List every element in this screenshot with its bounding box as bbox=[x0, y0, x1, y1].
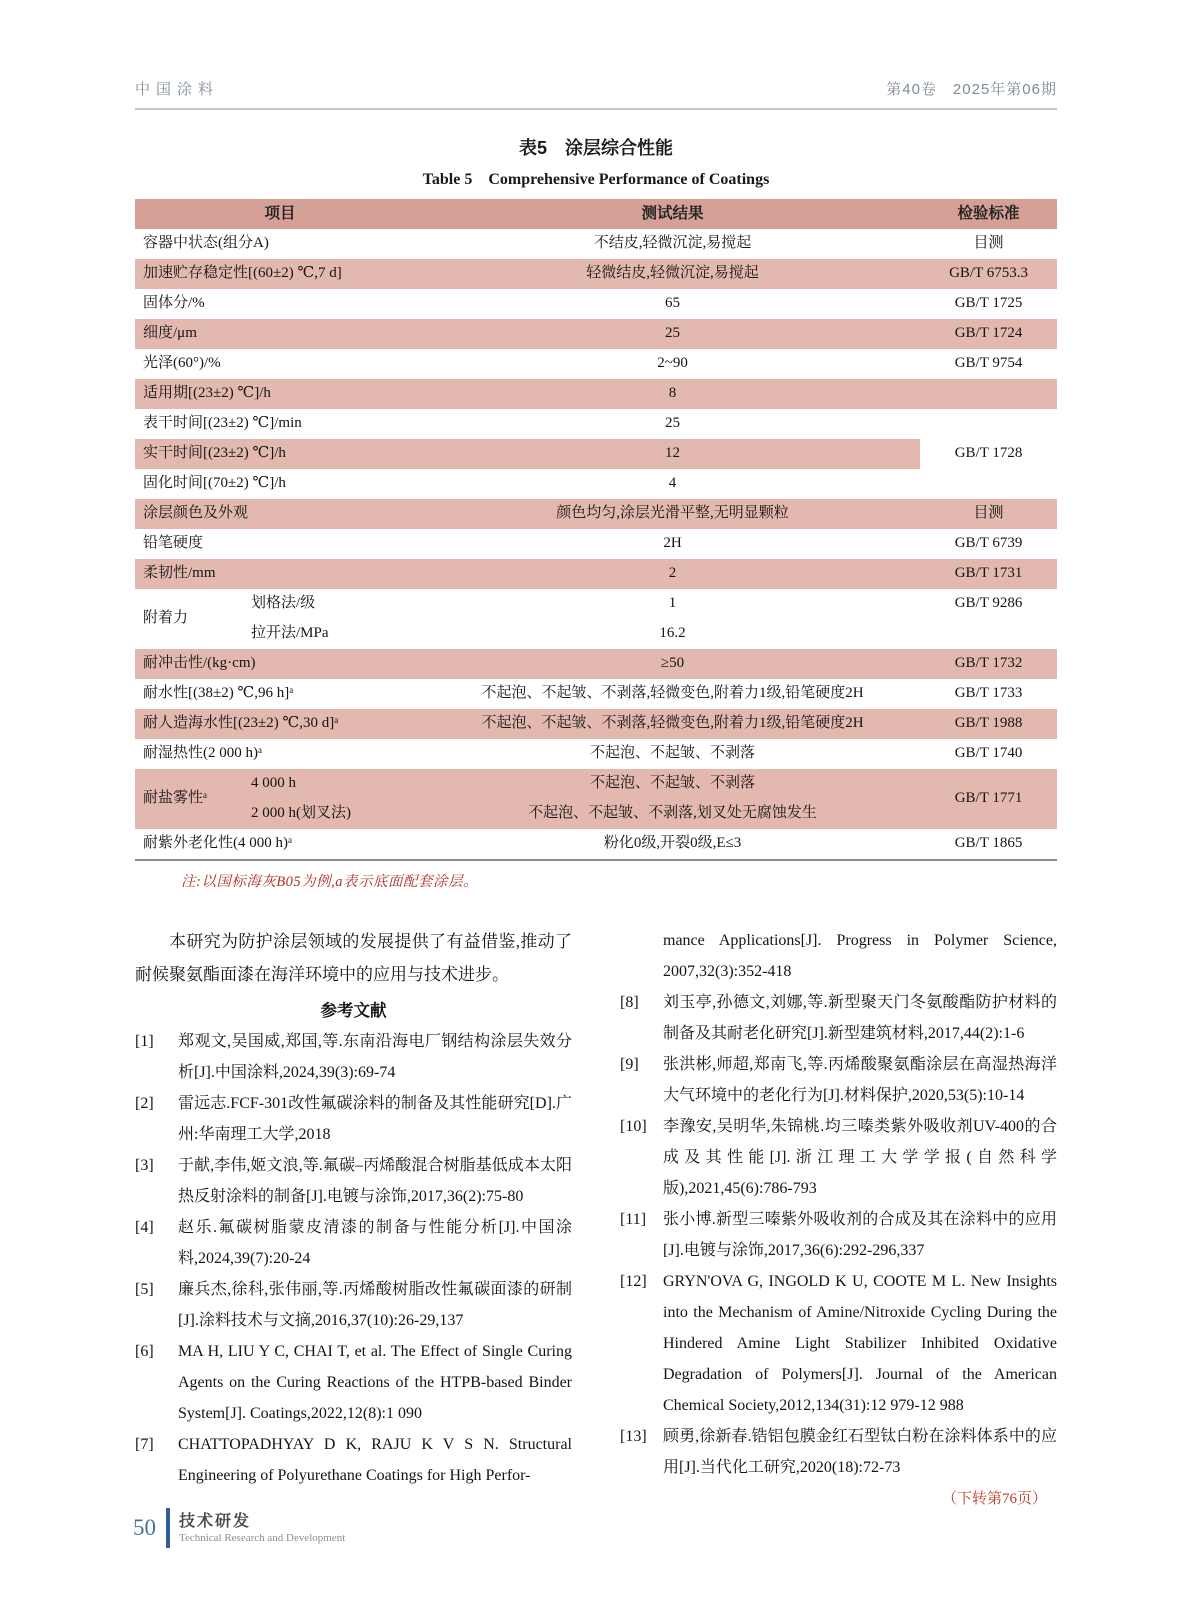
body-paragraph: 本研究为防护涂层领域的发展提供了有益借鉴,推动了耐候聚氨酯面漆在海洋环境中的应用与技术进步。 bbox=[135, 932, 572, 984]
continued-on-page-note: （下转第76页） bbox=[941, 1491, 1047, 1507]
reference-item bbox=[620, 1049, 1057, 1111]
reference-text: GRYN'OVA G, INGOLD K U, COOTE M L. New Insights into the Mechanism of Amine/Nitroxide Cycling During the Hindered Amine Light Stabilizer Inhibited Oxidative Degradation of Polymers[J]. Journal of the American Chemical Society,2012,134(31):12 979-12 988 bbox=[663, 1273, 1057, 1414]
item-cell: 加速贮存稳定性[(60±2) ℃,7 d] bbox=[135, 259, 425, 289]
reference-text: 廉兵杰,徐科,张伟丽,等.丙烯酸树脂改性氟碳面漆的研制[J].涂料技术与文摘,2016,37(10):26-29,137 bbox=[178, 1281, 572, 1329]
condition-cell: 2 000 h(划叉法) bbox=[243, 799, 425, 829]
table-row-adhesion bbox=[135, 589, 1057, 619]
table-row bbox=[135, 439, 1057, 469]
body-columns bbox=[135, 925, 1057, 1508]
table-row bbox=[135, 499, 1057, 529]
standard-cell: GB/T 1725 bbox=[954, 295, 1023, 312]
result-cell: 不起泡、不起皱、不剥落,轻微变色,附着力1级,铅笔硬度2H bbox=[481, 685, 864, 702]
standard-cell: GB/T 6753.3 bbox=[920, 259, 1057, 289]
left-column bbox=[135, 925, 572, 1508]
table-note: 注:以国标海灰B05为例,a表示底面配套涂层。 bbox=[181, 874, 479, 890]
item-cell: 适用期[(23±2) ℃]/h bbox=[135, 379, 425, 409]
table-row bbox=[135, 469, 1057, 499]
reference-number: [11] bbox=[620, 1211, 647, 1228]
standard-cell: GB/T 1733 bbox=[954, 685, 1023, 702]
standard-cell: GB/T 1865 bbox=[954, 835, 1023, 852]
reference-item bbox=[135, 1212, 572, 1274]
table-row bbox=[135, 379, 1057, 409]
item-cell: 柔韧性/mm bbox=[135, 559, 425, 589]
item-cell: 固化时间[(70±2) ℃]/h bbox=[143, 475, 286, 492]
reference-text: mance Applications[J]. Progress in Polymer Science, 2007,32(3):352-418 bbox=[663, 932, 1057, 980]
table-row-salt-spray bbox=[135, 769, 1057, 799]
result-cell: 不起泡、不起皱、不剥落,轻微变色,附着力1级,铅笔硬度2H bbox=[425, 709, 920, 739]
result-cell: ≥50 bbox=[425, 649, 920, 679]
result-cell: 不结皮,轻微沉淀,易搅起 bbox=[593, 235, 752, 252]
table-row bbox=[135, 679, 1057, 709]
reference-number: [6] bbox=[135, 1343, 154, 1360]
group-cell-salt-spray: 耐盐雾性ᵃ bbox=[135, 769, 243, 829]
standard-cell: GB/T 1732 bbox=[920, 649, 1057, 679]
result-cell: 12 bbox=[425, 439, 920, 469]
reference-text: 张洪彬,师超,郑南飞,等.丙烯酸聚氨酯涂层在高湿热海洋大气环境中的老化行为[J].材料保护,2020,53(5):10-14 bbox=[663, 1056, 1057, 1104]
reference-number: [4] bbox=[135, 1219, 154, 1236]
result-cell: 25 bbox=[425, 319, 920, 349]
item-cell: 光泽(60°)/% bbox=[143, 355, 221, 372]
result-cell: 颜色均匀,涂层光滑平整,无明显颗粒 bbox=[425, 499, 920, 529]
table-row bbox=[135, 349, 1057, 379]
table-row bbox=[135, 289, 1057, 319]
result-cell: 轻微结皮,轻微沉淀,易搅起 bbox=[425, 259, 920, 289]
standard-cell: 目测 bbox=[973, 235, 1004, 252]
reference-number: [1] bbox=[135, 1033, 154, 1050]
table-row bbox=[135, 709, 1057, 739]
item-cell: 细度/μm bbox=[135, 319, 425, 349]
group-cell-adhesion: 附着力 bbox=[143, 610, 189, 627]
item-cell: 表干时间[(23±2) ℃]/min bbox=[143, 415, 302, 432]
reference-number: [5] bbox=[135, 1281, 154, 1298]
reference-text: MA H, LIU Y C, CHAI T, et al. The Effect of Single Curing Agents on the Curing Reactions of the HTPB-based Binder System[J]. Coatings,2022,12(8):1 090 bbox=[178, 1343, 572, 1422]
reference-item bbox=[135, 1336, 572, 1429]
item-cell: 铅笔硬度 bbox=[143, 535, 204, 552]
table-row-salt-spray bbox=[135, 799, 1057, 829]
reference-text: 雷远志.FCF-301改性氟碳涂料的制备及其性能研究[D].广州:华南理工大学,2018 bbox=[178, 1095, 572, 1143]
table-row bbox=[135, 829, 1057, 860]
result-cell: 16.2 bbox=[659, 625, 686, 642]
item-cell: 实干时间[(23±2) ℃]/h bbox=[135, 439, 425, 469]
result-cell: 2~90 bbox=[657, 355, 688, 372]
reference-number: [2] bbox=[135, 1095, 154, 1112]
result-cell: 2H bbox=[663, 535, 682, 552]
page-footer bbox=[133, 1508, 345, 1548]
result-cell: 65 bbox=[665, 295, 681, 312]
reference-item bbox=[135, 1150, 572, 1212]
result-cell: 不起泡、不起皱、不剥落 bbox=[590, 745, 756, 762]
standard-cell: GB/T 1724 bbox=[920, 319, 1057, 349]
result-cell: 8 bbox=[425, 379, 920, 409]
item-cell: 耐人造海水性[(23±2) ℃,30 d]ᵃ bbox=[135, 709, 425, 739]
column-header-item: 项目 bbox=[135, 199, 425, 229]
result-cell: 不起泡、不起皱、不剥落,划叉处无腐蚀发生 bbox=[425, 799, 920, 829]
reference-text: 李豫安,吴明华,朱锦桃.均三嗪类紫外吸收剂UV-400的合成及其性能[J].浙江理工大学学报(自然科学版),2021,45(6):786-793 bbox=[663, 1118, 1057, 1197]
standard-cell-merged: GB/T 1728 bbox=[920, 409, 1057, 499]
standard-cell: GB/T 6739 bbox=[954, 535, 1023, 552]
item-cell: 耐湿热性(2 000 h)ᵃ bbox=[143, 745, 263, 762]
standard-cell-merged: GB/T 1771 bbox=[920, 769, 1057, 829]
reference-item bbox=[135, 1429, 572, 1491]
table-row bbox=[135, 559, 1057, 589]
reference-number: [13] bbox=[620, 1428, 647, 1445]
reference-text: 郑观文,吴国威,郑国,等.东南沿海电厂钢结构涂层失效分析[J].中国涂料,2024,39(3):69-74 bbox=[178, 1033, 572, 1081]
table-row bbox=[135, 739, 1057, 769]
journal-name: 中国涂料 bbox=[135, 81, 220, 98]
result-cell: 粉化0级,开裂0级,E≤3 bbox=[603, 835, 742, 852]
item-cell: 容器中状态(组分A) bbox=[143, 235, 269, 252]
reference-item bbox=[620, 1421, 1057, 1483]
reference-item bbox=[620, 1111, 1057, 1204]
table-row-adhesion bbox=[135, 619, 1057, 649]
table-row bbox=[135, 409, 1057, 439]
reference-continuation bbox=[620, 925, 1057, 987]
standard-cell: GB/T 9286 bbox=[954, 595, 1023, 612]
reference-text: 于献,李伟,姬文浪,等.氟碳–丙烯酸混合树脂基低成本太阳热反射涂料的制备[J].电镀与涂饰,2017,36(2):75-80 bbox=[178, 1157, 572, 1205]
standard-cell: GB/T 1988 bbox=[920, 709, 1057, 739]
item-cell: 耐水性[(38±2) ℃,96 h]ᵃ bbox=[143, 685, 294, 702]
reference-number: [8] bbox=[620, 994, 639, 1011]
reference-item bbox=[620, 987, 1057, 1049]
method-cell: 划格法/级 bbox=[251, 595, 316, 612]
reference-number: [10] bbox=[620, 1118, 647, 1135]
performance-table bbox=[135, 199, 1057, 861]
issue-info: 第40卷 2025年第06期 bbox=[886, 81, 1057, 98]
reference-item bbox=[620, 1266, 1057, 1421]
reference-item bbox=[135, 1274, 572, 1336]
table-row bbox=[135, 319, 1057, 349]
reference-text: 刘玉亭,孙德文,刘娜,等.新型聚天门冬氨酸酯防护材料的制备及其耐老化研究[J].新型建筑材料,2017,44(2):1-6 bbox=[663, 994, 1057, 1042]
standard-cell: GB/T 1731 bbox=[920, 559, 1057, 589]
table-row bbox=[135, 259, 1057, 289]
reference-text: 张小博.新型三嗪紫外吸收剂的合成及其在涂料中的应用[J].电镀与涂饰,2017,36(6):292-296,337 bbox=[663, 1211, 1057, 1259]
result-cell: 1 bbox=[668, 595, 677, 612]
table-row bbox=[135, 529, 1057, 559]
result-cell: 不起泡、不起皱、不剥落 bbox=[425, 769, 920, 799]
reference-number: [12] bbox=[620, 1273, 647, 1290]
item-cell: 耐紫外老化性(4 000 h)ᵃ bbox=[143, 835, 293, 852]
running-head bbox=[135, 78, 1057, 110]
condition-cell: 4 000 h bbox=[243, 769, 425, 799]
column-header-result: 测试结果 bbox=[425, 199, 920, 229]
section-title-zh: 技术研发 bbox=[179, 1512, 252, 1530]
reference-item bbox=[135, 1026, 572, 1088]
result-cell: 2 bbox=[425, 559, 920, 589]
item-cell: 耐冲击性/(kg·cm) bbox=[135, 649, 425, 679]
result-cell: 25 bbox=[665, 415, 681, 432]
references-heading: 参考文献 bbox=[320, 1002, 387, 1020]
reference-item bbox=[620, 1204, 1057, 1266]
reference-number: [9] bbox=[620, 1056, 639, 1073]
reference-number: [7] bbox=[135, 1436, 154, 1453]
reference-text: 赵乐.氟碳树脂蒙皮清漆的制备与性能分析[J].中国涂料,2024,39(7):20-24 bbox=[178, 1219, 572, 1267]
standard-cell: 目测 bbox=[920, 499, 1057, 529]
table-title-en: Table 5 Comprehensive Performance of Coatings bbox=[422, 171, 770, 188]
reference-text: CHATTOPADHYAY D K, RAJU K V S N. Structural Engineering of Polyurethane Coatings for High Perfor- bbox=[178, 1436, 572, 1484]
table-header-row bbox=[135, 199, 1057, 229]
table-title-zh: 表5 涂层综合性能 bbox=[518, 138, 673, 158]
method-cell: 拉开法/MPa bbox=[251, 625, 329, 642]
right-column bbox=[620, 925, 1057, 1508]
reference-text: 顾勇,徐新春.锆铝包膜金红石型钛白粉在涂料体系中的应用[J].当代化工研究,2020(18):72-73 bbox=[663, 1428, 1057, 1476]
section-title-en: Technical Research and Development bbox=[179, 1531, 346, 1544]
table-row bbox=[135, 229, 1057, 259]
reference-item bbox=[135, 1088, 572, 1150]
item-cell: 固体分/% bbox=[143, 295, 205, 312]
standard-cell bbox=[920, 619, 1057, 649]
table-row bbox=[135, 649, 1057, 679]
standard-cell: GB/T 9754 bbox=[954, 355, 1023, 372]
column-header-standard: 检验标准 bbox=[920, 199, 1057, 229]
standard-cell: GB/T 1740 bbox=[954, 745, 1023, 762]
standard-cell bbox=[920, 379, 1057, 409]
reference-number: [3] bbox=[135, 1157, 154, 1174]
section-divider-bar bbox=[166, 1508, 170, 1548]
item-cell: 涂层颜色及外观 bbox=[135, 499, 425, 529]
result-cell: 4 bbox=[668, 475, 677, 492]
page-number: 50 bbox=[133, 1515, 156, 1540]
